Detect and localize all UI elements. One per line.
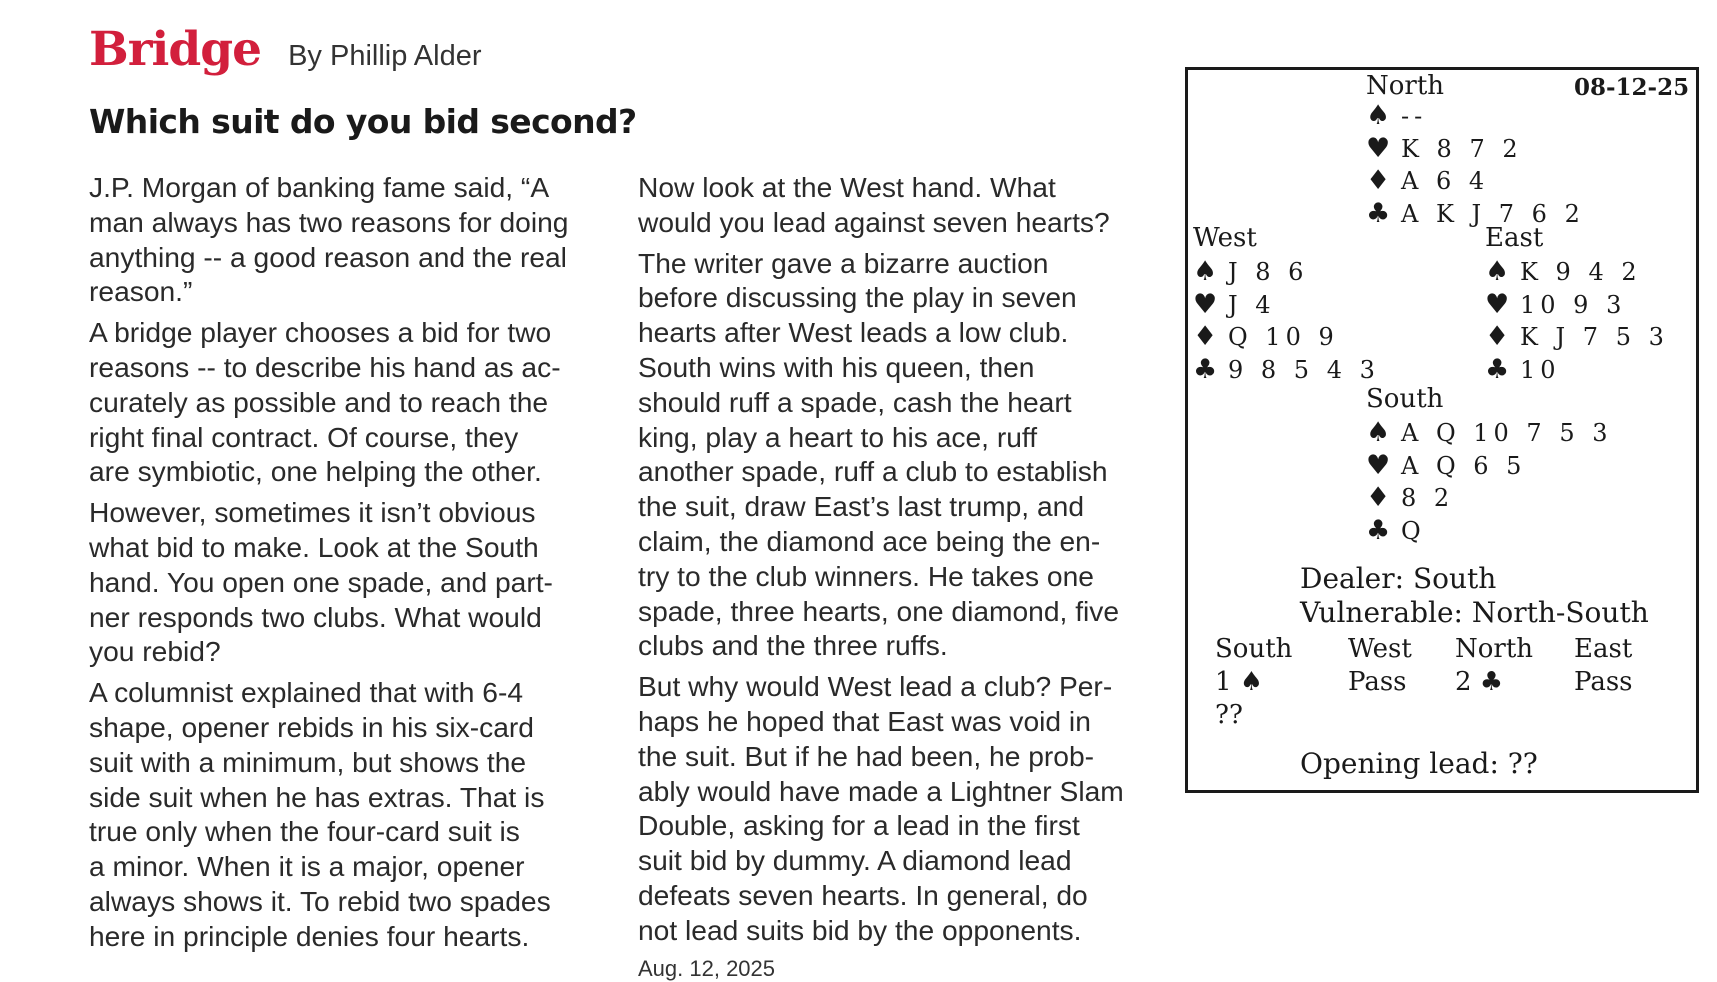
west-heart-holding <box>1193 289 1380 322</box>
card-list: A 6 4 <box>1401 167 1490 195</box>
card-list: A Q 6 5 <box>1401 451 1527 480</box>
article-title: Which suit do you bid second? <box>89 102 637 141</box>
text-line: suit bid by dummy. A diamond lead <box>638 844 1072 877</box>
auction-bid: 1 ♠ <box>1215 667 1264 697</box>
text-line: But why would West lead a club? Per- <box>638 670 1113 703</box>
text-line: haps he hoped that East was void in <box>638 704 1091 737</box>
diamond-icon: ♦ <box>1366 165 1391 196</box>
spade-icon: ♠ <box>1193 256 1218 287</box>
auction-col-south <box>1215 633 1292 732</box>
diamond-icon: ♦ <box>1485 321 1510 352</box>
text-line: side suit when he has extras. That is <box>89 780 545 813</box>
text-line: reasons -- to describe his hand as ac- <box>89 350 561 383</box>
south-heart-holding <box>1366 450 1613 483</box>
text-line: curately as possible and to reach the <box>89 385 549 418</box>
card-list: -- <box>1401 102 1428 130</box>
north-label: North <box>1366 71 1445 101</box>
paragraph <box>89 675 614 953</box>
auction-header: North <box>1455 634 1534 664</box>
text-line: anything -- a good reason and the real <box>89 240 567 273</box>
text-line: you rebid? <box>89 635 221 668</box>
auction-col-east <box>1574 633 1633 699</box>
text-line: suit with a minimum, but shows the <box>89 745 527 778</box>
text-line: South wins with his queen, then <box>638 350 1035 383</box>
text-line: shape, opener rebids in his six-card <box>89 710 534 743</box>
text-line: right final contract. Of course, they <box>89 420 519 453</box>
west-hand <box>1193 256 1380 386</box>
north-diamond-holding <box>1366 165 1585 198</box>
auction-bid: Pass <box>1348 667 1407 697</box>
south-spade-holding <box>1366 417 1613 450</box>
bridge-diagram <box>1185 67 1699 793</box>
text-line: true only when the four-card suit is <box>89 815 520 848</box>
bridge-logo: Bridge <box>89 22 261 77</box>
diagram-date: 08-12-25 <box>1574 74 1690 101</box>
text-line: should ruff a spade, cash the heart <box>638 385 1072 418</box>
card-list: A Q 10 7 5 3 <box>1401 419 1613 447</box>
masthead <box>89 22 482 77</box>
east-label: East <box>1485 223 1544 253</box>
text-line: a minor. When it is a major, opener <box>89 850 525 883</box>
paragraph <box>638 170 1168 240</box>
card-list: 10 9 3 <box>1520 290 1627 319</box>
west-diamond-holding <box>1193 321 1380 354</box>
auction-header: West <box>1348 634 1412 664</box>
vulnerable-info: Vulnerable: North-South <box>1300 596 1649 629</box>
text-line: hearts after West leads a low club. <box>638 316 1069 349</box>
west-spade-holding <box>1193 256 1380 289</box>
card-list: Q <box>1401 516 1426 545</box>
card-list: 10 <box>1520 355 1561 384</box>
north-spade-holding <box>1366 100 1585 133</box>
paragraph <box>89 495 614 669</box>
auction-bid: Pass <box>1574 667 1633 697</box>
auction-col-west <box>1348 633 1412 699</box>
text-line: the suit, draw East’s last trump, and <box>638 490 1084 523</box>
text-line: J.P. Morgan of banking fame said, “A <box>89 171 550 203</box>
diamond-icon: ♦ <box>1366 482 1391 513</box>
text-line: not lead suits bid by the opponents. <box>638 913 1082 946</box>
text-line: The writer gave a bizarre auction <box>638 246 1049 279</box>
text-line: try to the club winners. He takes one <box>638 559 1094 592</box>
auction-col-north <box>1455 633 1533 699</box>
card-list: K 9 4 2 <box>1520 258 1642 286</box>
card-list: Q 10 9 <box>1228 323 1339 351</box>
text-line: hand. You open one spade, and part- <box>89 565 553 598</box>
club-icon: ♣ <box>1366 197 1391 229</box>
auction-header: East <box>1574 634 1633 664</box>
auction-bid: 2 ♣ <box>1455 667 1504 697</box>
paragraph <box>89 170 614 309</box>
opening-lead: Opening lead: ?? <box>1300 747 1538 780</box>
south-club-holding <box>1366 515 1613 548</box>
auction-header: South <box>1215 634 1293 664</box>
text-line: Now look at the West hand. What <box>638 171 1056 203</box>
north-club-holding <box>1366 198 1585 231</box>
text-line: ner responds two clubs. What would <box>89 600 542 633</box>
east-hand <box>1485 256 1669 386</box>
paragraph <box>638 669 1168 947</box>
text-line: here in principle denies four hearts. <box>89 919 530 952</box>
text-line: Double, asking for a lead in the first <box>638 809 1080 842</box>
paragraph <box>89 315 614 489</box>
text-line: spade, three hearts, one diamond, five <box>638 594 1120 627</box>
text-line: claim, the diamond ace being the en- <box>638 524 1101 557</box>
text-line: clubs and the three ruffs. <box>638 629 948 662</box>
north-hand <box>1366 100 1585 230</box>
east-heart-holding <box>1485 289 1669 322</box>
club-icon: ♣ <box>1193 353 1218 385</box>
club-icon: ♣ <box>1366 514 1391 546</box>
text-line: king, play a heart to his ace, ruff <box>638 420 1038 453</box>
east-diamond-holding <box>1485 321 1669 354</box>
south-hand <box>1366 417 1613 547</box>
text-line: the suit. But if he had been, he prob- <box>638 739 1095 772</box>
text-line: before discussing the play in seven <box>638 281 1077 314</box>
auction-bid: ?? <box>1215 700 1243 730</box>
heart-icon: ♥ <box>1485 288 1510 320</box>
text-line: reason.” <box>89 275 193 308</box>
dealer-info: Dealer: South <box>1300 562 1497 595</box>
card-list: 8 2 <box>1401 484 1455 512</box>
south-label: South <box>1366 384 1444 414</box>
text-line: However, sometimes it isn’t obvious <box>89 496 536 529</box>
text-line: always shows it. To rebid two spades <box>89 884 551 917</box>
spade-icon: ♠ <box>1485 256 1510 287</box>
text-line: A bridge player chooses a bid for two <box>89 316 552 349</box>
card-list: 9 8 5 4 3 <box>1228 355 1380 384</box>
paragraph <box>638 246 1168 664</box>
heart-icon: ♥ <box>1193 288 1218 320</box>
text-line: defeats seven hearts. In general, do <box>638 878 1088 911</box>
west-club-holding <box>1193 354 1380 387</box>
text-line: ably would have made a Lightner Slam <box>638 774 1124 807</box>
diamond-icon: ♦ <box>1193 321 1218 352</box>
text-line: A columnist explained that with 6-4 <box>89 676 524 709</box>
spade-icon: ♠ <box>1366 100 1391 131</box>
north-heart-holding <box>1366 133 1585 166</box>
byline: By Phillip Alder <box>288 40 482 72</box>
card-list: K J 7 5 3 <box>1520 323 1669 351</box>
text-line: man always has two reasons for doing <box>89 205 569 238</box>
club-icon: ♣ <box>1485 353 1510 385</box>
text-line: are symbiotic, one helping the other. <box>89 455 542 488</box>
south-diamond-holding <box>1366 482 1613 515</box>
west-label: West <box>1193 223 1257 253</box>
article-column-1 <box>89 170 614 960</box>
card-list: A K J 7 6 2 <box>1401 199 1585 228</box>
heart-icon: ♥ <box>1366 449 1391 481</box>
dateline: Aug. 12, 2025 <box>638 956 776 981</box>
text-line: what bid to make. Look at the South <box>89 530 539 563</box>
article-column-2 <box>638 170 1168 954</box>
east-spade-holding <box>1485 256 1669 289</box>
card-list: K 8 7 2 <box>1401 134 1523 163</box>
spade-icon: ♠ <box>1366 417 1391 448</box>
east-club-holding <box>1485 354 1669 387</box>
text-line: another spade, ruff a club to establish <box>638 455 1108 488</box>
card-list: J 8 6 <box>1228 258 1309 286</box>
heart-icon: ♥ <box>1366 132 1391 164</box>
text-line: would you lead against seven hearts? <box>638 205 1110 238</box>
card-list: J 4 <box>1228 290 1276 319</box>
